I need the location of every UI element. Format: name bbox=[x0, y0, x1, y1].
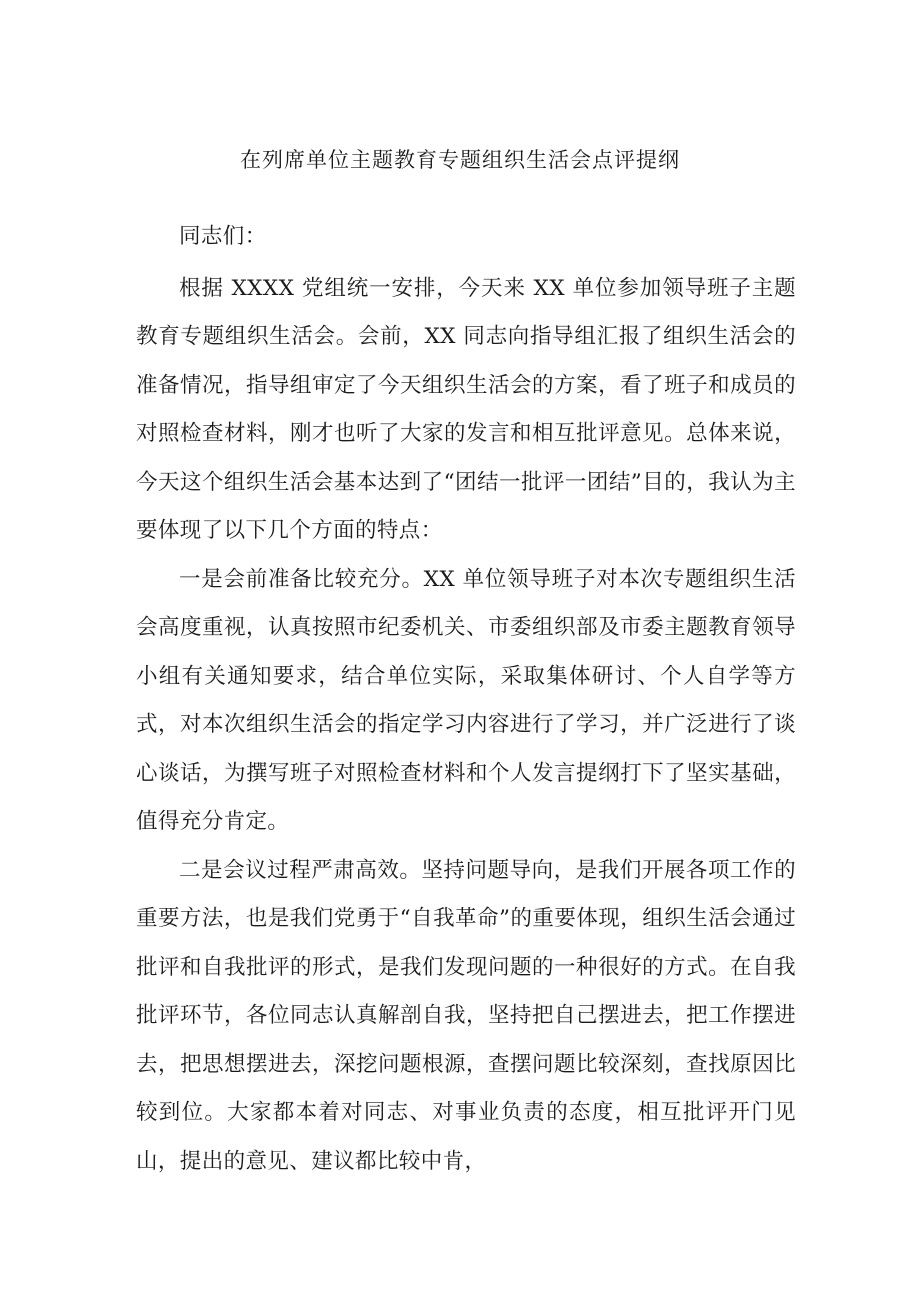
paragraph-point-two: 二是会议过程严肃高效。坚持问题导向，是我们开展各项工作的重要方法，也是我们党勇于“自我革命”的重要体现，组织生活会通过批评和自我批评的形式，是我们发现问题的一种很好的方式。在自我批评环节，各位同志认真解剖自我，坚持把自己摆进去，把工作摆进去，把思想摆进去，深挖问题根源，查摆问题比较深刻，查找原因比较到位。大家都本着对同志、对事业负责的态度，相互批评开门见山，提出的意见、建议都比较中肯， bbox=[136, 857, 796, 1174]
paragraph-point-one: 一是会前准备比较充分。XX 单位领导班子对本次专题组织生活会高度重视，认真按照市纪委机关、市委组织部及市委主题教育领导小组有关通知要求，结合单位实际，采取集体研讨、个人自学等方式，对本次组织生活会的指定学习内容进行了学习，并广泛进行了谈心谈话，为撰写班子对照检查材料和个人发言提纲打下了坚实基础，值得充分肯定。 bbox=[136, 566, 796, 834]
document-title: 在列席单位主题教育专题组织生活会点评提纲 bbox=[240, 148, 680, 172]
greeting: 同志们： bbox=[179, 224, 267, 249]
paragraph-intro: 根据 XXXX 党组统一安排，今天来 XX 单位参加领导班子主题教育专题组织生活会。会前，XX 同志向指导组汇报了组织生活会的准备情况，指导组审定了今天组织生活会的方案，看了班子和成员的对照检查材料，刚才也听了大家的发言和相互批评意见。总体来说，今天这个组织生活会基本达到了“团结一批评一团结”目的，我认为主要体现了以下几个方面的特点： bbox=[136, 275, 796, 543]
document-body bbox=[136, 213, 796, 1186]
